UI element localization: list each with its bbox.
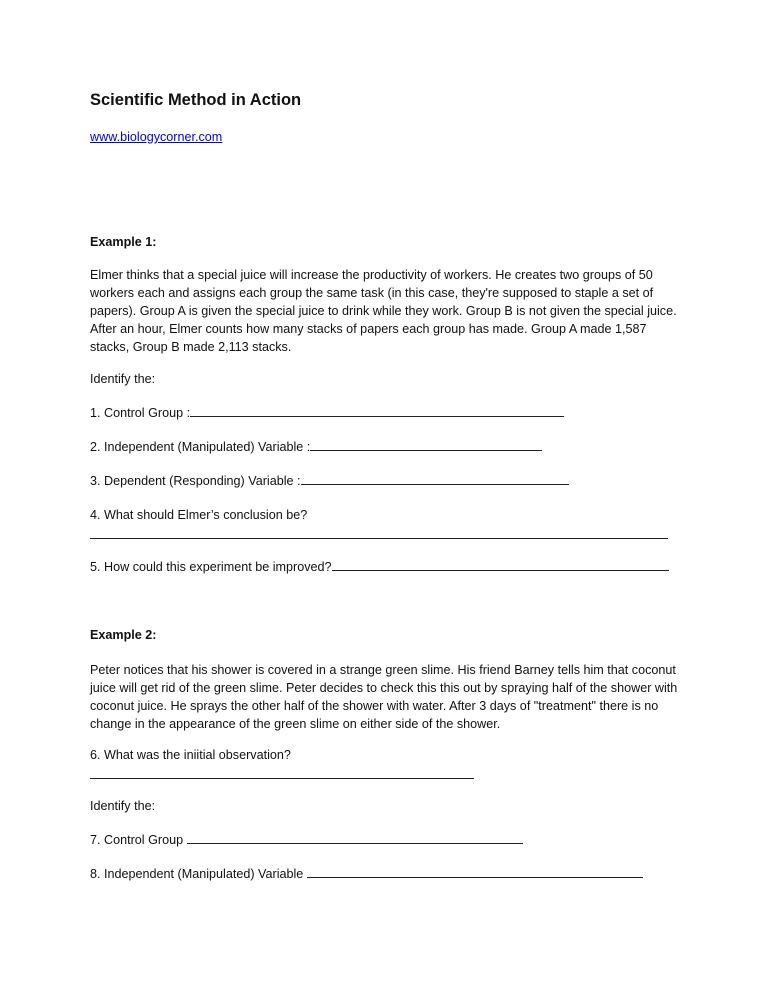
example1-paragraph: Elmer thinks that a special juice will increase the productivity of workers. He creates two groups of 50 workers each and assigns each group the same task (in this case, they're supposed to staple a set of papers). Group A is given the special juice to drink while they work. Group B is not given the special juice. After an hour, Elmer counts how many stacks of papers each group has made. Group A made 1,587 stacks, Group B made 2,113 stacks.	[90, 268, 677, 354]
example2-paragraph: Peter notices that his shower is covered in a strange green slime. His friend Barney tells him that coconut juice will get rid of the green slime. Peter decides to check this this out by spraying half of the shower with coconut juice. He sprays the other half of the shower with water. After 3 days of "treatment" there is no change in the appearance of the green slime on either side of the shower.	[90, 663, 678, 731]
question-3-answer-line[interactable]	[301, 472, 569, 485]
question-1	[90, 404, 564, 422]
question-4-label: 4. What should Elmer’s conclusion be?	[90, 508, 308, 522]
question-8-label: 8. Independent (Manipulated) Variable	[90, 867, 307, 881]
question-5-answer-line[interactable]	[332, 558, 669, 571]
example2-identify-label: Identify the:	[90, 799, 156, 813]
question-7-answer-line[interactable]	[187, 831, 523, 844]
page-title: Scientific Method in Action	[90, 91, 302, 109]
source-link[interactable]: www.biologycorner.com	[90, 130, 223, 144]
question-2-answer-line[interactable]	[310, 438, 542, 451]
example1-identify-label: Identify the:	[90, 372, 156, 386]
question-5-label: 5. How could this experiment be improved?	[90, 560, 332, 574]
question-2-label: 2. Independent (Manipulated) Variable :	[90, 440, 311, 454]
question-2	[90, 438, 542, 456]
question-4-answer-line[interactable]	[90, 538, 668, 539]
question-6-label: 6. What was the iniitial observation?	[90, 748, 291, 762]
question-3	[90, 472, 569, 490]
question-7	[90, 831, 523, 849]
question-1-answer-line[interactable]	[190, 404, 564, 417]
example2-heading: Example 2:	[90, 628, 157, 642]
question-5	[90, 558, 669, 576]
question-8	[90, 865, 643, 883]
question-1-label: 1. Control Group :	[90, 406, 191, 420]
question-3-label: 3. Dependent (Responding) Variable :	[90, 474, 301, 488]
question-7-label: 7. Control Group	[90, 833, 187, 847]
question-6-answer-line[interactable]	[90, 778, 474, 779]
question-8-answer-line[interactable]	[307, 865, 643, 878]
example1-heading: Example 1:	[90, 235, 157, 249]
